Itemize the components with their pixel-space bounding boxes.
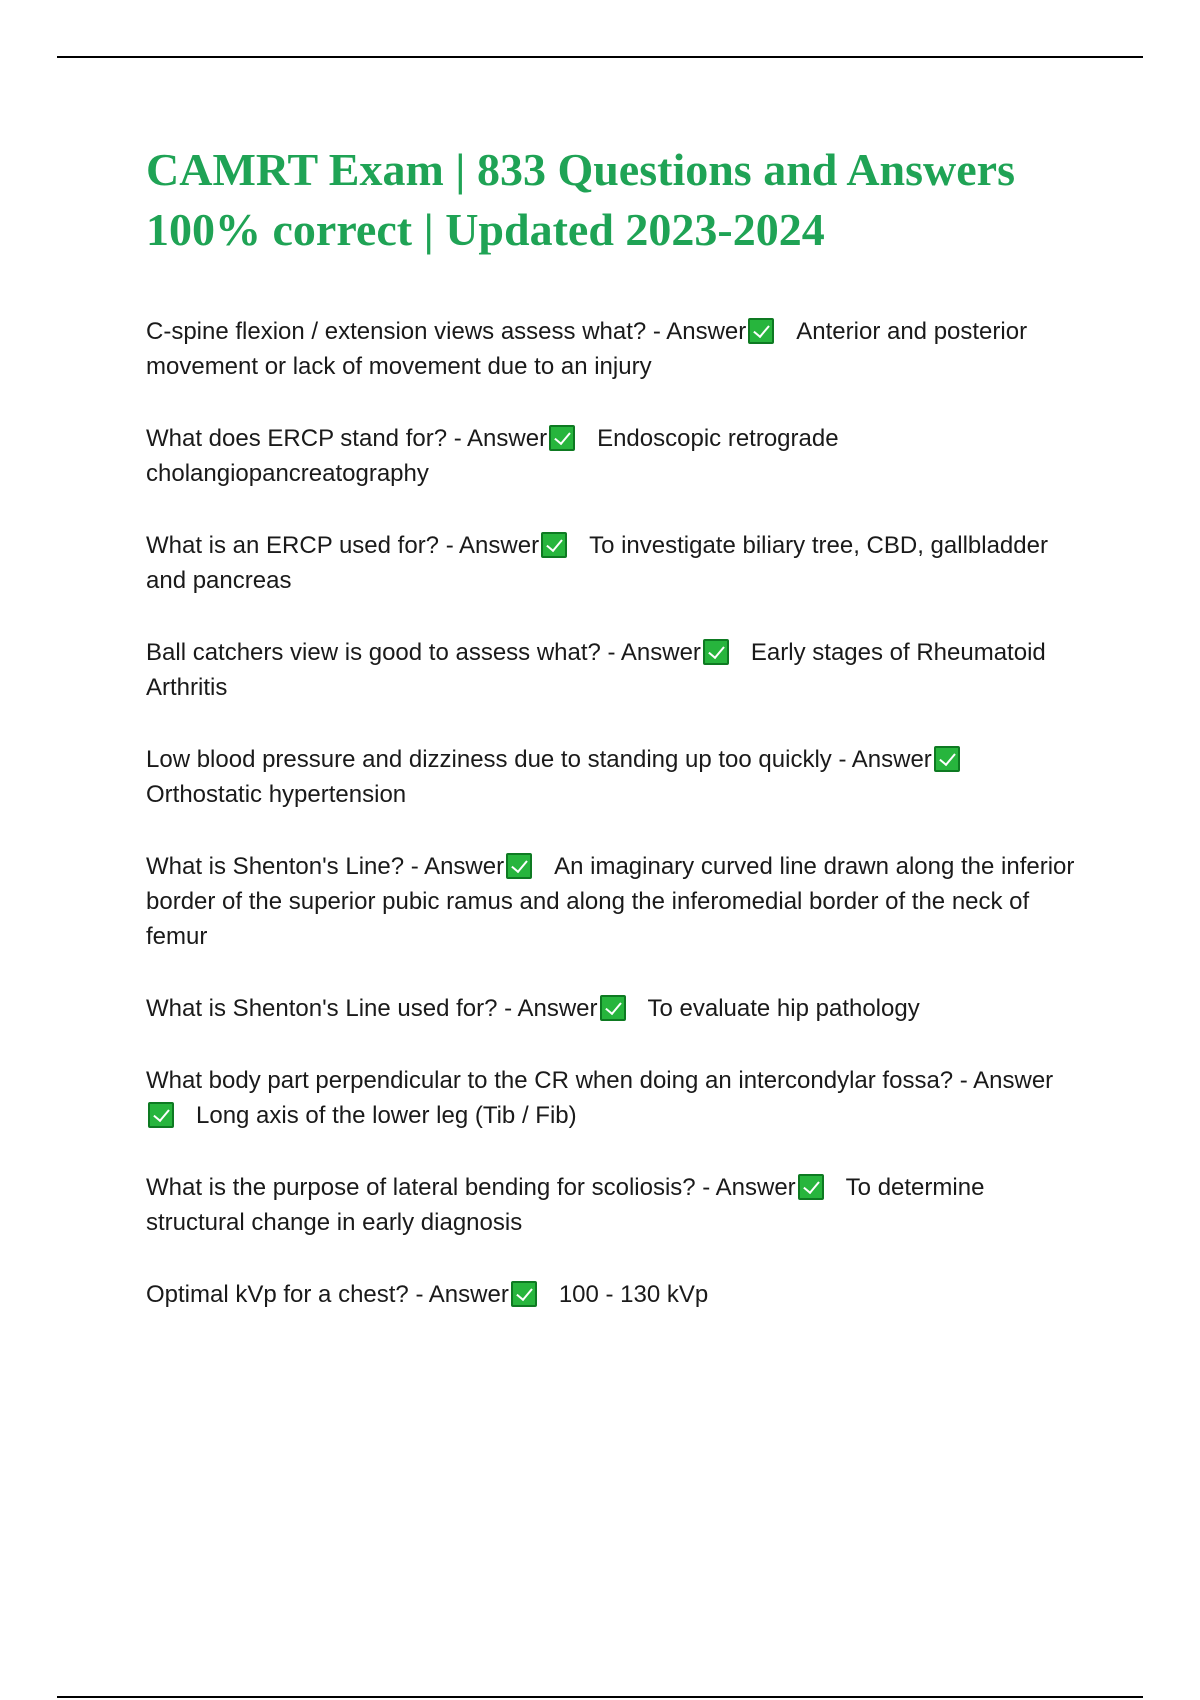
answer-text: To determine structural change in early diagnosis bbox=[146, 1174, 985, 1236]
answer-text: Anterior and posterior movement or lack of movement due to an injury bbox=[146, 318, 1028, 380]
question-text: What is the purpose of lateral bending for scoliosis? - Answer bbox=[146, 1174, 796, 1201]
question-text: C-spine flexion / extension views assess what? - Answer bbox=[146, 318, 747, 345]
qa-item bbox=[146, 314, 1076, 384]
document-title: CAMRT Exam | 833 Questions and Answers 100% correct | Updated 2023-2024 bbox=[146, 144, 1015, 255]
check-mark-icon bbox=[541, 532, 567, 558]
question-text: What is an ERCP used for? - Answer bbox=[146, 532, 540, 559]
question-text: Optimal kVp for a chest? - Answer bbox=[146, 1281, 509, 1308]
answer-text: Long axis of the lower leg (Tib / Fib) bbox=[196, 1102, 577, 1129]
answer-text: To evaluate hip pathology bbox=[647, 995, 920, 1022]
qa-item bbox=[146, 421, 1076, 491]
check-mark-icon bbox=[748, 318, 774, 344]
question-text: What is Shenton's Line? - Answer bbox=[146, 853, 505, 880]
qa-item bbox=[146, 742, 1076, 812]
question-text: What body part perpendicular to the CR when doing an intercondylar fossa? - Answer bbox=[146, 1067, 1054, 1094]
answer-text: Endoscopic retrograde cholangiopancreatography bbox=[146, 425, 839, 487]
answer-text: An imaginary curved line drawn along the inferior border of the superior pubic ramus and along the inferomedial border of the neck of femur bbox=[146, 853, 1075, 950]
check-mark-icon bbox=[934, 746, 960, 772]
qa-item bbox=[146, 849, 1076, 954]
answer-text: 100 - 130 kVp bbox=[558, 1281, 709, 1308]
question-text: What is Shenton's Line used for? - Answer bbox=[146, 995, 598, 1022]
qa-item bbox=[146, 528, 1076, 598]
qa-item bbox=[146, 635, 1076, 705]
check-mark-icon bbox=[506, 853, 532, 879]
question-text: Low blood pressure and dizziness due to standing up too quickly - Answer bbox=[146, 746, 932, 773]
bottom-divider bbox=[57, 1696, 1143, 1698]
check-mark-icon bbox=[798, 1174, 824, 1200]
document-body bbox=[146, 140, 1076, 1349]
qa-item bbox=[146, 1170, 1076, 1240]
check-mark-icon bbox=[511, 1281, 537, 1307]
qa-item bbox=[146, 1063, 1076, 1133]
qa-item bbox=[146, 991, 1076, 1026]
check-mark-icon bbox=[549, 425, 575, 451]
qa-item bbox=[146, 1277, 1076, 1312]
check-mark-icon bbox=[148, 1102, 174, 1128]
question-text: Ball catchers view is good to assess what? - Answer bbox=[146, 639, 701, 666]
question-text: What does ERCP stand for? - Answer bbox=[146, 425, 548, 452]
check-mark-icon bbox=[600, 995, 626, 1021]
answer-text: Early stages of Rheumatoid Arthritis bbox=[146, 639, 1046, 701]
check-mark-icon bbox=[703, 639, 729, 665]
answer-text: Orthostatic hypertension bbox=[146, 781, 407, 808]
top-divider bbox=[57, 56, 1143, 58]
answer-text: To investigate biliary tree, CBD, gallbladder and pancreas bbox=[146, 532, 1048, 594]
